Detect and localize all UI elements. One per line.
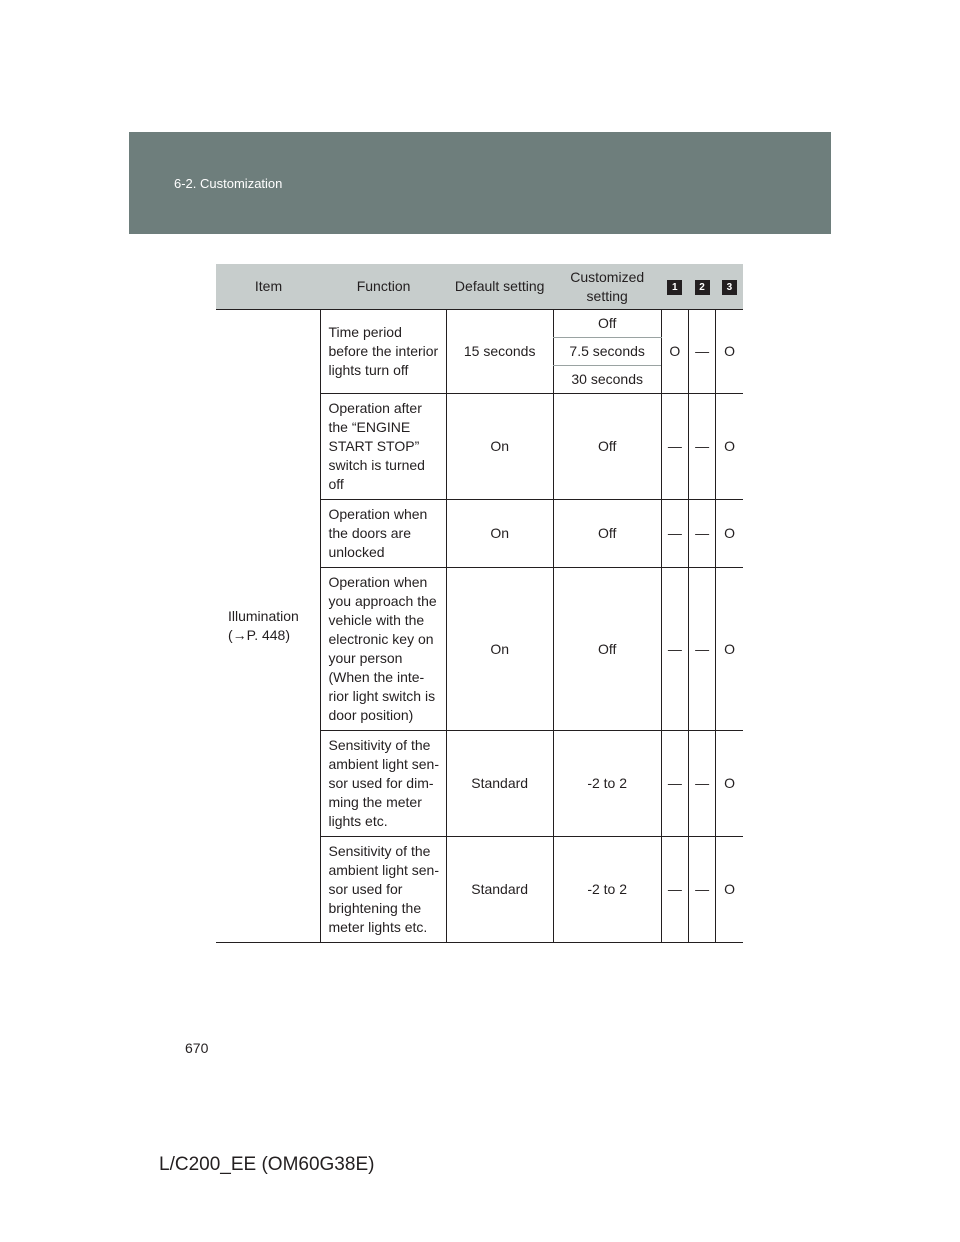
default-cell: On	[446, 394, 553, 500]
col-header-model-3	[716, 264, 743, 310]
model-2-mark: —	[688, 500, 715, 568]
option-cell: Off	[553, 500, 661, 568]
section-header-bar	[129, 132, 831, 234]
model-1-mark: —	[661, 500, 688, 568]
function-cell: Operation when you approach the vehicle with the electronic key on your person (When the inte-rior light switch is door position)	[321, 568, 446, 731]
model-3-mark: O	[716, 500, 743, 568]
customization-table	[216, 264, 743, 943]
model-2-mark: —	[688, 568, 715, 731]
page-number: 670	[185, 1040, 209, 1056]
function-cell: Sensitivity of the ambient light sen-sor used for brightening the meter lights etc.	[321, 837, 446, 943]
model-1-mark: —	[661, 837, 688, 943]
model-3-badge: 3	[722, 280, 737, 295]
default-cell: Standard	[446, 837, 553, 943]
table-row	[216, 310, 743, 338]
function-cell: Operation after the “ENGINE START STOP” switch is turned off	[321, 394, 446, 500]
model-1-mark: —	[661, 394, 688, 500]
option-cell: -2 to 2	[553, 837, 661, 943]
option-cell: Off	[553, 310, 661, 338]
section-title: 6-2. Customization	[174, 176, 283, 191]
model-1-badge: 1	[667, 280, 682, 295]
col-header-model-1	[661, 264, 688, 310]
model-2-mark: —	[688, 394, 715, 500]
model-2-mark: —	[688, 310, 715, 394]
model-3-mark: O	[716, 568, 743, 731]
model-3-mark: O	[716, 837, 743, 943]
model-3-mark: O	[716, 310, 743, 394]
option-cell: Off	[553, 394, 661, 500]
model-3-mark: O	[716, 394, 743, 500]
col-header-default: Default setting	[446, 264, 553, 310]
model-2-badge: 2	[695, 280, 710, 295]
function-cell: Time period before the interior lights turn off	[321, 310, 446, 394]
model-1-mark: —	[661, 731, 688, 837]
default-cell: On	[446, 568, 553, 731]
option-cell: -2 to 2	[553, 731, 661, 837]
default-cell: 15 seconds	[446, 310, 553, 394]
function-cell: Sensitivity of the ambient light sen-sor used for dim-ming the meter lights etc.	[321, 731, 446, 837]
model-3-mark: O	[716, 731, 743, 837]
model-1-mark: —	[661, 568, 688, 731]
document-code: L/C200_EE (OM60G38E)	[159, 1154, 375, 1175]
model-1-mark: O	[661, 310, 688, 394]
col-header-model-2	[688, 264, 715, 310]
table-header-row	[216, 264, 743, 310]
default-cell: On	[446, 500, 553, 568]
default-cell: Standard	[446, 731, 553, 837]
model-2-mark: —	[688, 731, 715, 837]
col-header-function: Function	[321, 264, 446, 310]
function-cell: Operation when the doors are unlocked	[321, 500, 446, 568]
item-illumination: Illumination (→P. 448)	[216, 310, 321, 943]
option-cell: 30 seconds	[553, 366, 661, 394]
col-header-item: Item	[216, 264, 321, 310]
option-cell: Off	[553, 568, 661, 731]
model-2-mark: —	[688, 837, 715, 943]
option-cell: 7.5 seconds	[553, 338, 661, 366]
col-header-customized: Customized setting	[553, 264, 661, 310]
